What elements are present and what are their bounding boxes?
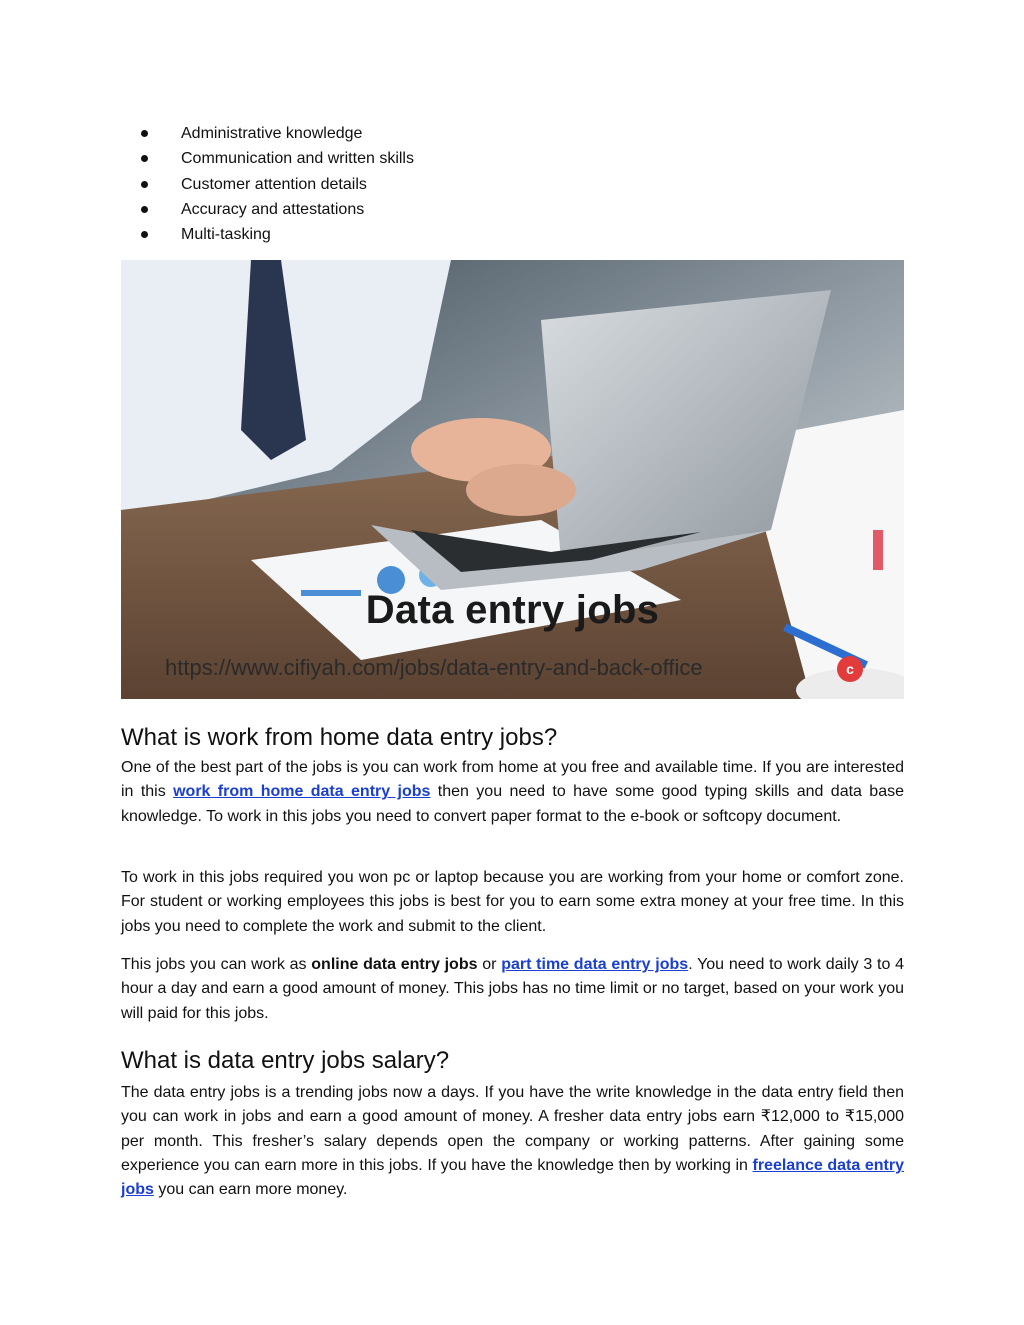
bullet-icon (141, 231, 148, 238)
list-item: Customer attention details (141, 172, 414, 197)
list-item: Multi-tasking (141, 222, 414, 247)
bullet-icon (141, 206, 148, 213)
section-heading-salary: What is data entry jobs salary? (121, 1047, 450, 1074)
bullet-icon (141, 130, 148, 137)
paragraph: To work in this jobs required you won pc or laptop because you are working from your home or comfort zone. For student or working employees this jobs is best for you to earn some extra money at your free time. In this jobs you need to complete the work and submit to the client. (121, 869, 904, 935)
work-from-home-link[interactable]: work from home data entry jobs (173, 783, 431, 801)
part-time-link[interactable]: part time data entry jobs (501, 956, 689, 973)
hero-image (121, 260, 904, 699)
paragraph: One of the best part of the jobs is you can work from home at you free and available time. If you are interested in this work from home data entry jobs then you need to have some good typing skills and data base knowledge. To work in this jobs you need to convert paper format to the e-book or softcopy document. (121, 759, 904, 825)
freelance-link[interactable]: freelance data entry jobs (121, 1156, 904, 1199)
section-heading-work-from-home: What is work from home data entry jobs? (121, 724, 558, 751)
list-item: Accuracy and attestations (141, 197, 414, 222)
hero-url: https://www.cifiyah.com/jobs/data-entry-and-back-office (165, 655, 703, 680)
list-item: Administrative knowledge (141, 121, 414, 146)
hero-illustration (121, 260, 904, 699)
paragraph: This jobs you can work as online data entry jobs or part time data entry jobs. You need to work daily 3 to 4 hour a day and earn a good amount of money. This jobs has no time limit or no target, based on your work you will paid for this jobs. (121, 956, 904, 1022)
logo-icon: c (837, 656, 863, 682)
bullet-icon (141, 155, 148, 162)
skills-list (141, 121, 414, 247)
hero-title: Data entry jobs (365, 588, 660, 632)
bold-text: online data entry jobs (311, 956, 478, 973)
list-item: Communication and written skills (141, 146, 414, 171)
paragraph: The data entry jobs is a trending jobs now a days. If you have the write knowledge in the data entry field then you can work in jobs and earn a good amount of money. A fresher data entry jobs earn ₹12,000 to ₹15,000 per month. This fresher’s salary depends open the company or working patterns. After gaining some experience you can earn more in this jobs. If you have the knowledge then by working in freelance data entry jobs you can earn more money. (121, 1084, 904, 1199)
bullet-icon (141, 181, 148, 188)
